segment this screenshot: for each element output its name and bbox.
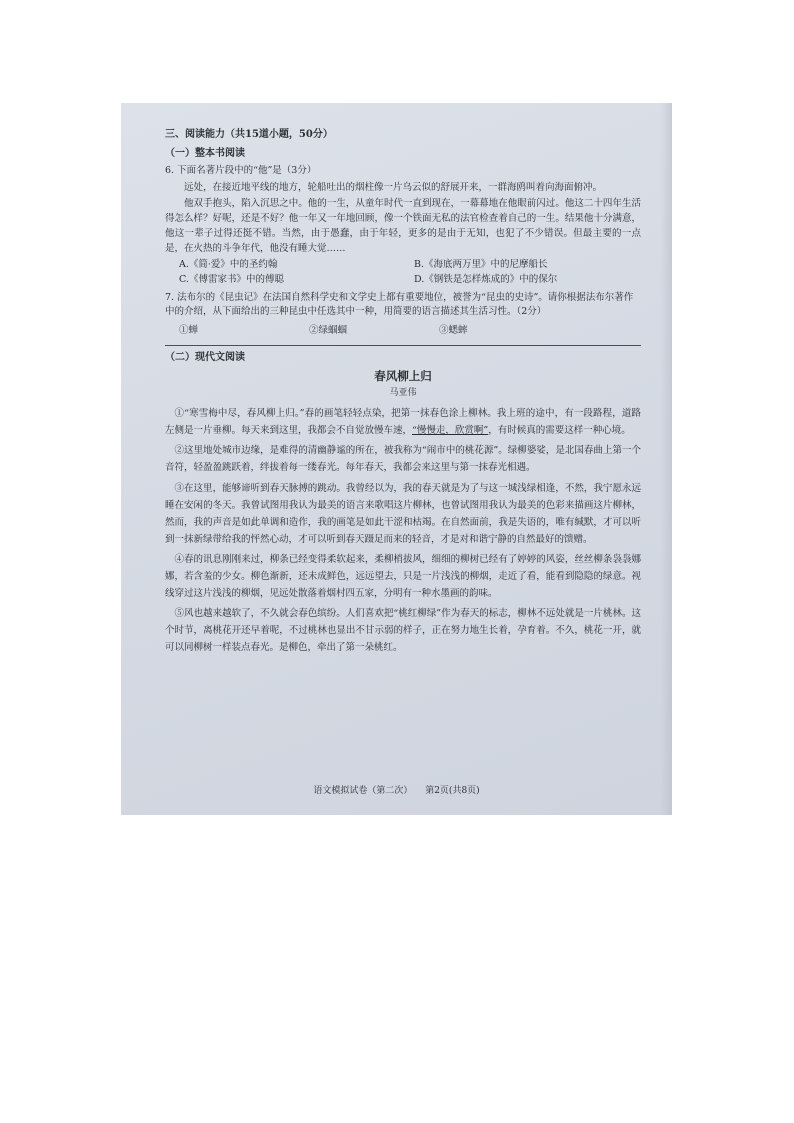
article-title: 春风柳上归 [374, 369, 432, 384]
part1-title: （一）整本书阅读 [165, 147, 245, 159]
section-title: 三、阅读能力（共15道小题，50分） [165, 129, 333, 140]
article-paragraph-1 [165, 405, 641, 439]
question-7-insects [179, 324, 641, 339]
option-d: D.《钢铁是怎样炼成的》中的保尔 [414, 274, 558, 286]
question-7-stem: 7. 法布尔的《昆虫记》在法国自然科学史和文学史上都有重要地位，被誉为“昆虫的史诗”。请你根据法布尔著作中的介绍，从下面给出的三种昆虫中任选其中一种，用简要的语言描述其生活习性。（2分） [165, 291, 634, 318]
scanned-page-photo [121, 103, 672, 815]
footer-page-number: 第2页(共8页) [425, 786, 480, 796]
question-6-options [179, 258, 641, 287]
insect-cicada: ①蝉 [179, 325, 199, 337]
part2-title: （二）现代文阅读 [165, 351, 245, 363]
footer-exam-name: 语文模拟试卷（第二次） [313, 786, 413, 796]
section-divider [165, 345, 641, 346]
page-content [165, 127, 641, 659]
article-p1-before: ①“寒雪梅中尽，春风柳上归。”春的画笔轻轻点染，把第一抹春色涂上柳林。我上班的途中，有一段路程，道路左侧是一片垂柳。每天来到这里，我都会不自觉放慢车速， [165, 408, 641, 437]
article-paragraph-4: ④春的讯息刚刚来过，柳条已经变得柔软起来，柔柳梢拔风，细细的柳树已经有了婷婷的风姿，丝丝柳条袅袅娜娜，若含羞的少女。柳色渐新，还未成鲜色，远远望去，只是一片浅浅的柳烟，走近了看，能看到隐隐的绿意。视线穿过这片浅浅的柳烟，见远处散落着烟村四五家，分明有一种水墨画的韵味。 [165, 553, 641, 600]
option-b: B.《海底两万里》中的尼摩船长 [414, 259, 548, 271]
question-6-stem: 6. 下面名著片段中的“他”是（3分） [165, 165, 317, 176]
question-6-excerpt-p1: 远处，在接近地平线的地方，轮船吐出的烟柱像一片乌云似的舒展开来，一群海鸥叫着向海面俯冲。 [184, 181, 603, 193]
insect-katydid: ②绿蝈蝈 [309, 325, 348, 337]
article-paragraph-2: ②这里地处城市边缘，是难得的清幽静谧的所在，被我称为“闹市中的桃花源”。绿柳婆娑，是北国春曲上第一个音符，轻盈盈跳跃着，绊拔着每一缕春光。每年春天，我都会来这里与第一抹春光相遇。 [165, 445, 641, 474]
question-6-excerpt-p2: 他双手抱头，陷入沉思之中。他的一生，从童年时代一直到现在，一幕幕地在他眼前闪过。他这二十四年生活得怎么样？好呢，还是不好？他一年又一年地回顾，像一个铁面无私的法官检查着自己的一生。结果他十分满意，他这一辈子过得还挺不错。当然，由于愚蠢，由于年轻，更多的是由于无知，也犯了不少错误。但最主要的一点是，在火热的斗争年代，他没有睡大觉…… [165, 198, 641, 254]
option-c: C.《傅雷家书》中的傅聪 [179, 274, 284, 286]
article-paragraph-5: ⑤风也越来越软了，不久就会春色缤纷。人们喜欢把“桃红柳绿”作为春天的标志，柳林不远处就是一片桃林。这个时节，离桃花开还早着呢，不过桃林也显出不甘示弱的样子，正在努力地生长着，孕育着。不久，桃花一开，就可以同柳树一样装点春光。是柳色，牵出了第一朵桃红。 [165, 608, 641, 654]
article-paragraph-3: ③在这里，能够谛听到春天脉搏的跳动。我曾经以为，我的春天就是为了与这一城浅绿相逢，不然，我宁愿永远睡在安闲的冬天。我曾试图用我认为最美的语言来歌唱这片柳林，也曾试图用我认为最美的色彩来描画这片柳林，然而，我的声音是如此单调和造作，我的画笔是如此干涩和枯竭。在自然面前，我是失语的，唯有缄默，才可以听到一抹新绿带给我的怦然心动，才可以听到春天蹑足而来的轻音，才是对和谐宁静的自然最好的馈赠。 [165, 482, 641, 545]
option-a: A.《简·爱》中的圣约翰 [179, 259, 278, 271]
page-footer [121, 783, 672, 796]
article-p1-after: ，有时候真的需要这样一种心境。 [488, 425, 631, 437]
article-author: 马亚伟 [389, 388, 417, 399]
insect-cricket: ③蟋蟀 [439, 325, 468, 337]
article-p1-underlined: “慢慢走，欣赏啊” [412, 425, 489, 437]
